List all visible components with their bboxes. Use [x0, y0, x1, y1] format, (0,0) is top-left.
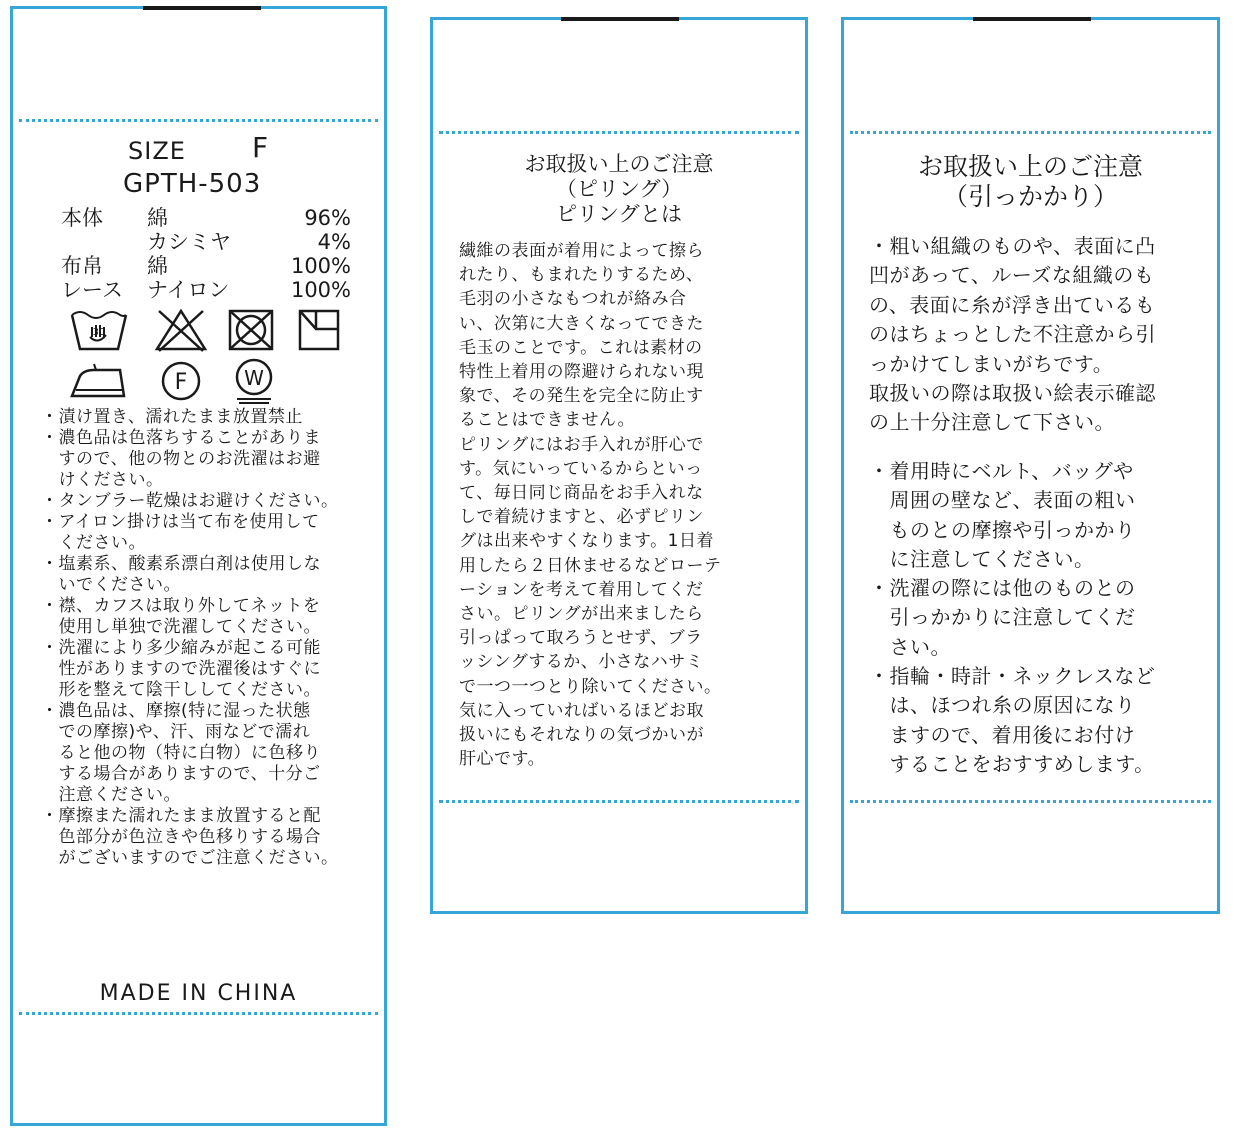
body-line: す。気にいっているからといっ	[459, 458, 703, 479]
body-line: ッシングするか、小さなハサミ	[459, 652, 704, 673]
body-line: に注意してください。	[869, 546, 1095, 571]
dotted-fold-line-bottom	[850, 800, 1211, 803]
body-line: 象で、その発生を完全に防止す	[459, 386, 704, 407]
body-line: 気に入っていればいるほどお取	[459, 700, 704, 721]
care-note-line: 色部分が色泣きや色移りする場合	[41, 827, 321, 847]
body-line: ・着用時にベルト、バッグや	[869, 459, 1134, 483]
care-note-line: ・摩擦また濡れたまま放置すると配	[41, 806, 321, 826]
care-note-line: すので、他の物とのお洗濯はお避	[41, 449, 321, 469]
dotted-fold-line-top	[439, 131, 799, 134]
body-line: 用したら２日休ませるなどローテ	[459, 555, 722, 576]
title-line: （ピリング）	[555, 177, 683, 201]
dotted-fold-line-bottom	[19, 1012, 378, 1015]
material-percent: 100%	[290, 254, 351, 278]
care-note-line: 使用し単独で洗濯してください。	[41, 617, 321, 637]
material-part: レース	[61, 278, 123, 302]
size-label: SIZE	[128, 137, 186, 165]
no-bleach-icon	[153, 307, 209, 353]
body-line: さい。ピリングが出来ましたら	[459, 604, 704, 625]
body-line: 肝心です。	[459, 749, 546, 770]
body-line: ・粗い組織のものや、表面に凸	[869, 234, 1156, 258]
care-label-2-pilling	[430, 17, 808, 914]
care-note-line: ると他の物（特に白物）に色移り	[41, 743, 321, 763]
snagging-para-1	[869, 232, 1156, 438]
care-label-3-snagging	[841, 17, 1220, 914]
body-line: 毛羽の小さなもつれが絡み合	[459, 289, 687, 310]
svg-text:W: W	[244, 366, 264, 390]
body-line: 扱いにもそれなりの気づかいが	[459, 725, 704, 746]
title-line: お取扱い上のご注意	[917, 152, 1143, 181]
title-line: ピリングとは	[556, 202, 682, 226]
product-code: GPTH-503	[123, 169, 262, 199]
care-note-line: ・濃色品は、摩擦(特に湿った状態	[41, 701, 311, 721]
body-line: さい。	[869, 634, 951, 659]
body-line: 引っぱって取ろうとせず、ブラ	[459, 628, 703, 649]
snagging-title	[844, 152, 1217, 212]
material-fiber: 綿	[147, 206, 168, 230]
body-line: ーションを考えて着用してくだ	[459, 579, 704, 600]
care-notes	[41, 407, 339, 869]
body-line: 凹があって、ルーズな組織のも	[869, 263, 1155, 288]
care-note-line: ・アイロン掛けは当て布を使用して	[41, 512, 320, 532]
care-note-line: ・タンブラー乾燥はお避けください。	[41, 491, 339, 511]
wet-clean-w-icon	[229, 357, 279, 405]
label-hanger-tab	[973, 17, 1091, 21]
body-line: ・洗濯の際には他のものとの	[869, 576, 1136, 601]
body-line: で一つ一つとり除いてください。	[459, 676, 722, 697]
label-hanger-tab	[561, 17, 679, 21]
material-fiber: ナイロン	[147, 278, 230, 302]
title-line: お取扱い上のご注意	[524, 152, 714, 176]
iron-low-with-cloth-icon	[68, 362, 130, 402]
material-part: 本体	[61, 206, 103, 230]
body-line: 特性上着用の際避けられない現	[459, 362, 704, 383]
body-line: の、表面に糸が浮き出ているも	[869, 292, 1156, 317]
material-percent: 4%	[317, 230, 351, 254]
care-note-line: 注意ください。	[41, 785, 181, 805]
pilling-body	[459, 239, 722, 771]
body-line: 繊維の表面が着用によって擦ら	[459, 241, 704, 261]
country-of-origin: MADE IN CHINA	[99, 981, 298, 1006]
body-line: ることはできません。	[459, 410, 636, 431]
care-note-line: ・漬け置き、濡れたまま放置禁止	[41, 407, 303, 427]
body-line: い、次第に大きくなってできた	[459, 313, 704, 334]
care-label-1	[10, 6, 387, 1126]
material-fiber: カシミヤ	[147, 230, 231, 254]
body-line: ますので、着用後にお付け	[869, 722, 1136, 747]
body-line: のはちょっとした不注意から引	[869, 322, 1156, 347]
hand-wash-30-icon	[68, 307, 130, 353]
body-line: 引っかかりに注意してくだ	[869, 605, 1136, 630]
no-tumble-dry-icon	[226, 307, 276, 353]
body-line: ものとの摩擦や引っかかり	[869, 517, 1136, 542]
body-line: っかけてしまいがちです。	[869, 351, 1114, 376]
care-note-line: ・洗濯により多少縮みが起こる可能	[41, 638, 321, 658]
material-percent: 100%	[290, 278, 351, 302]
care-note-line: ・塩素系、酸素系漂白剤は使用しな	[41, 554, 321, 574]
body-line: 取扱いの際は取扱い絵表示確認	[869, 381, 1156, 406]
care-symbols	[13, 9, 390, 409]
body-line: て、毎日同じ商品をお手入れな	[459, 483, 704, 504]
body-line: グは出来やすくなります。1日着	[459, 531, 714, 552]
size-value: F	[252, 131, 270, 164]
body-line: 毛玉のことです。これは素材の	[459, 337, 703, 358]
body-line: れたり、もまれたりするため、	[459, 265, 704, 286]
material-part: 布帛	[61, 254, 103, 278]
dry-clean-f-icon	[159, 359, 203, 403]
care-note-line: ください。	[41, 533, 146, 553]
care-note-line: けください。	[41, 470, 164, 490]
body-line: しで着続けますと、必ずピリン	[459, 507, 704, 528]
dotted-fold-line-top	[850, 131, 1211, 134]
material-fiber: 綿	[147, 254, 168, 278]
pilling-title	[433, 152, 805, 227]
care-note-line: での摩擦)や、汗、雨などで濡れ	[41, 722, 311, 742]
body-line: の上十分注意して下さい。	[869, 410, 1115, 435]
svg-text:30: 30	[92, 327, 106, 338]
care-note-line: がございますのでご注意ください。	[41, 848, 339, 868]
line-dry-shade-icon	[296, 307, 344, 353]
body-line: ピリングにはお手入れが肝心で	[459, 434, 704, 455]
svg-text:F: F	[174, 370, 188, 395]
snagging-para-2	[869, 457, 1155, 779]
care-note-line: する場合がありますので、十分ご	[41, 764, 321, 784]
care-note-line: 性がありますので洗濯後はすぐに	[41, 659, 321, 679]
body-line: 周囲の壁など、表面の粗い	[869, 488, 1136, 513]
care-note-line: いでください。	[41, 575, 181, 595]
body-line: することをおすすめします。	[869, 751, 1155, 776]
care-note-line: 形を整えて陰干ししてください。	[41, 680, 321, 700]
material-percent: 96%	[304, 206, 351, 230]
dotted-fold-line-bottom	[439, 800, 799, 803]
title-line: （引っかかり）	[942, 182, 1118, 211]
body-line: ・指輪・時計・ネックレスなど	[869, 664, 1156, 689]
care-note-line: ・濃色品は色落ちすることがありま	[41, 428, 321, 448]
body-line: は、ほつれ糸の原因になり	[869, 693, 1136, 718]
care-note-line: ・襟、カフスは取り外してネットを	[41, 596, 321, 616]
